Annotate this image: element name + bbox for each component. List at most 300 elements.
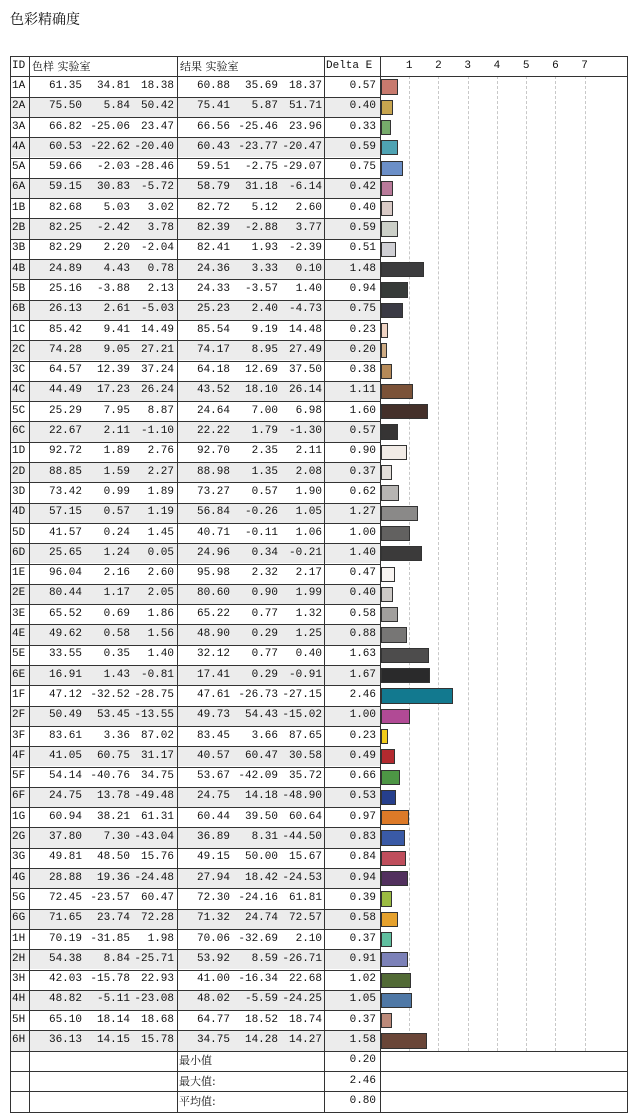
column-rule — [177, 56, 178, 1112]
sample-lab-value: 7.30 — [103, 831, 130, 844]
delta-e-bar — [381, 627, 407, 642]
result-lab-value: 71.32 — [196, 912, 230, 925]
sample-lab-value: 2.76 — [147, 445, 174, 458]
sample-lab-value: 31.17 — [140, 749, 174, 762]
result-lab-value: 1.06 — [295, 526, 322, 539]
delta-e-bar — [381, 770, 400, 785]
sample-lab-value: 1.56 — [147, 628, 174, 641]
result-lab-value: 24.74 — [244, 912, 278, 925]
result-lab-value: -48.90 — [282, 790, 322, 803]
sample-lab-value: 2.27 — [147, 465, 174, 478]
sample-lab-value: 82.68 — [48, 201, 82, 214]
row-id: 2D — [12, 465, 26, 478]
delta-e-bar — [381, 830, 405, 845]
delta-e-value: 0.91 — [349, 952, 376, 965]
delta-e-bar — [381, 567, 395, 582]
delta-e-value: 0.75 — [349, 161, 376, 174]
page-title: 色彩精确度 — [10, 12, 80, 28]
sample-lab-value: 18.14 — [96, 1013, 130, 1026]
sample-lab-value: 3.36 — [103, 729, 130, 742]
result-lab-value: 2.11 — [295, 445, 322, 458]
delta-e-bar — [381, 688, 453, 703]
row-id: 4G — [12, 871, 26, 884]
delta-e-bar — [381, 201, 393, 216]
sample-lab-value: -15.78 — [90, 973, 130, 986]
sample-lab-value: 5.03 — [103, 201, 130, 214]
sample-lab-value: 57.15 — [48, 506, 82, 519]
sample-lab-value: 28.88 — [48, 871, 82, 884]
result-lab-value: -44.50 — [282, 831, 322, 844]
row-id: 4E — [12, 628, 26, 641]
grid-line — [409, 76, 410, 1050]
row-rule — [10, 1051, 628, 1052]
sample-lab-value: 64.57 — [48, 364, 82, 377]
delta-e-value: 0.57 — [349, 425, 376, 438]
row-id: 6D — [12, 546, 26, 559]
sample-lab-value: 41.57 — [48, 526, 82, 539]
delta-e-bar — [381, 221, 398, 236]
row-id: 4B — [12, 262, 26, 275]
sample-lab-value: 60.75 — [96, 749, 130, 762]
result-lab-value: 8.95 — [251, 343, 278, 356]
sample-lab-value: 0.69 — [103, 607, 130, 620]
summary-label: 平均值: — [179, 1094, 216, 1108]
result-lab-value: -2.75 — [244, 161, 278, 174]
result-lab-value: 18.74 — [288, 1013, 322, 1026]
result-lab-value: -4.73 — [288, 303, 322, 316]
x-tick-label: 2 — [435, 59, 442, 72]
sample-lab-value: 41.05 — [48, 749, 82, 762]
sample-lab-value: 1.40 — [147, 648, 174, 661]
sample-lab-value: 70.19 — [48, 932, 82, 945]
result-lab-value: -5.59 — [244, 993, 278, 1006]
row-rule — [10, 1091, 628, 1092]
result-lab-value: 24.33 — [196, 282, 230, 295]
result-lab-value: 60.64 — [288, 810, 322, 823]
result-lab-value: 40.71 — [196, 526, 230, 539]
delta-e-bar — [381, 506, 418, 521]
sample-lab-value: 25.65 — [48, 546, 82, 559]
delta-e-bar — [381, 364, 392, 379]
result-lab-value: 0.77 — [251, 607, 278, 620]
sample-lab-value: 74.28 — [48, 343, 82, 356]
delta-e-bar — [381, 993, 412, 1008]
sample-lab-value: 2.20 — [103, 242, 130, 255]
row-id: 3C — [12, 364, 26, 377]
sample-lab-value: 53.45 — [96, 709, 130, 722]
sample-lab-value: 1.24 — [103, 546, 130, 559]
row-id: 4F — [12, 749, 26, 762]
result-lab-value: 48.90 — [196, 628, 230, 641]
row-id: 2C — [12, 343, 26, 356]
sample-lab-value: 12.39 — [96, 364, 130, 377]
delta-e-value: 0.75 — [349, 303, 376, 316]
result-lab-value: 72.57 — [288, 912, 322, 925]
delta-e-value: 0.66 — [349, 770, 376, 783]
result-lab-value: 58.79 — [196, 181, 230, 194]
sample-lab-value: -1.10 — [140, 425, 174, 438]
row-id: 1C — [12, 323, 26, 336]
result-lab-value: 3.66 — [251, 729, 278, 742]
delta-e-value: 1.00 — [349, 709, 376, 722]
sample-lab-value: 33.55 — [48, 648, 82, 661]
sample-lab-value: 65.10 — [48, 1013, 82, 1026]
sample-lab-value: 85.42 — [48, 323, 82, 336]
header-id: ID — [12, 59, 26, 72]
result-lab-value: 53.92 — [196, 952, 230, 965]
sample-lab-value: 0.24 — [103, 526, 130, 539]
row-rule — [10, 1112, 628, 1113]
row-id: 1G — [12, 810, 26, 823]
delta-e-bar — [381, 140, 398, 155]
result-lab-value: 1.93 — [251, 242, 278, 255]
sample-lab-value: 26.13 — [48, 303, 82, 316]
delta-e-bar — [381, 120, 391, 135]
result-lab-value: 82.39 — [196, 222, 230, 235]
sample-lab-value: 23.47 — [140, 120, 174, 133]
row-id: 3B — [12, 242, 26, 255]
result-lab-value: -0.21 — [288, 546, 322, 559]
sample-lab-value: -2.03 — [96, 161, 130, 174]
delta-e-value: 1.63 — [349, 648, 376, 661]
result-lab-value: -20.47 — [282, 140, 322, 153]
sample-lab-value: 14.49 — [140, 323, 174, 336]
delta-e-value: 0.62 — [349, 485, 376, 498]
sample-lab-value: 60.94 — [48, 810, 82, 823]
result-lab-value: 95.98 — [196, 567, 230, 580]
row-id: 3A — [12, 120, 26, 133]
delta-e-bar — [381, 485, 399, 500]
x-tick-label: 1 — [405, 59, 413, 72]
result-lab-value: 2.08 — [295, 465, 322, 478]
row-id: 6E — [12, 668, 26, 681]
row-id: 2E — [12, 587, 26, 600]
sample-lab-value: 7.95 — [103, 404, 130, 417]
sample-lab-value: 37.80 — [48, 831, 82, 844]
delta-e-value: 0.20 — [349, 343, 376, 356]
result-lab-value: 0.40 — [295, 648, 322, 661]
result-lab-value: -26.73 — [238, 688, 278, 701]
row-id: 5E — [12, 648, 26, 661]
result-lab-value: -23.77 — [238, 140, 278, 153]
result-lab-value: 24.36 — [196, 262, 230, 275]
sample-lab-value: 30.83 — [96, 181, 130, 194]
delta-e-bar — [381, 445, 407, 460]
grid-line — [468, 76, 469, 1050]
result-lab-value: 0.77 — [251, 648, 278, 661]
result-lab-value: 27.49 — [288, 343, 322, 356]
row-id: 6G — [12, 912, 26, 925]
delta-e-value: 0.51 — [349, 242, 376, 255]
result-lab-value: 80.60 — [196, 587, 230, 600]
sample-lab-value: 54.14 — [48, 770, 82, 783]
sample-lab-value: -5.11 — [96, 993, 130, 1006]
result-lab-value: 17.41 — [196, 668, 230, 681]
summary-value: 0.20 — [349, 1054, 376, 1067]
result-lab-value: -0.11 — [244, 526, 278, 539]
x-tick-label: 3 — [464, 59, 471, 72]
sample-lab-value: -23.57 — [90, 891, 130, 904]
row-id: 1H — [12, 932, 26, 945]
delta-e-bar — [381, 648, 429, 663]
result-lab-value: 31.18 — [244, 181, 278, 194]
result-lab-value: -15.02 — [282, 709, 322, 722]
sample-lab-value: -2.42 — [96, 222, 130, 235]
sample-lab-value: 13.78 — [96, 790, 130, 803]
sample-lab-value: -0.81 — [140, 668, 174, 681]
delta-e-bar — [381, 303, 403, 318]
result-lab-value: 34.75 — [196, 1034, 230, 1047]
delta-e-value: 0.49 — [349, 749, 376, 762]
result-lab-value: -26.71 — [282, 952, 322, 965]
header-result: 结果 实验室 — [180, 59, 239, 73]
result-lab-value: 0.34 — [251, 546, 278, 559]
sample-lab-value: -31.85 — [90, 932, 130, 945]
delta-e-bar — [381, 181, 393, 196]
row-id: 5H — [12, 1013, 26, 1026]
result-lab-value: 60.43 — [196, 140, 230, 153]
delta-e-value: 0.23 — [349, 323, 376, 336]
column-rule — [10, 56, 11, 1112]
delta-e-bar — [381, 891, 392, 906]
delta-e-bar — [381, 282, 408, 297]
result-lab-value: 60.47 — [244, 749, 278, 762]
delta-e-bar — [381, 871, 408, 886]
delta-e-bar — [381, 404, 428, 419]
result-lab-value: 18.37 — [288, 79, 322, 92]
sample-lab-value: -2.04 — [140, 242, 174, 255]
result-lab-value: 2.32 — [251, 567, 278, 580]
sample-lab-value: 14.15 — [96, 1034, 130, 1047]
sample-lab-value: 48.50 — [96, 851, 130, 864]
column-rule — [324, 56, 325, 1112]
sample-lab-value: 2.16 — [103, 567, 130, 580]
row-id: 2F — [12, 709, 26, 722]
delta-e-bar — [381, 729, 388, 744]
sample-lab-value: 73.42 — [48, 485, 82, 498]
result-lab-value: -24.25 — [282, 993, 322, 1006]
delta-e-bar — [381, 546, 422, 561]
sample-lab-value: 60.47 — [140, 891, 174, 904]
result-lab-value: 8.59 — [251, 952, 278, 965]
sample-lab-value: 15.76 — [140, 851, 174, 864]
sample-lab-value: 50.49 — [48, 709, 82, 722]
sample-lab-value: -25.71 — [134, 952, 174, 965]
sample-lab-value: -32.52 — [90, 688, 130, 701]
result-lab-value: -24.16 — [238, 891, 278, 904]
delta-e-bar — [381, 465, 392, 480]
result-lab-value: 88.98 — [196, 465, 230, 478]
delta-e-value: 1.11 — [349, 384, 376, 397]
result-lab-value: -27.15 — [282, 688, 322, 701]
sample-lab-value: 8.87 — [147, 404, 174, 417]
result-lab-value: -0.91 — [288, 668, 322, 681]
result-lab-value: 1.25 — [295, 628, 322, 641]
sample-lab-value: 83.61 — [48, 729, 82, 742]
sample-lab-value: 72.45 — [48, 891, 82, 904]
result-lab-value: 1.79 — [251, 425, 278, 438]
result-lab-value: 8.31 — [251, 831, 278, 844]
delta-e-value: 1.60 — [349, 404, 376, 417]
delta-e-bar — [381, 790, 396, 805]
result-lab-value: 47.61 — [196, 688, 230, 701]
delta-e-value: 0.39 — [349, 891, 376, 904]
row-id: 6B — [12, 303, 26, 316]
row-rule — [10, 56, 628, 57]
delta-e-value: 0.37 — [349, 465, 376, 478]
sample-lab-value: 0.58 — [103, 628, 130, 641]
summary-label: 最大值: — [179, 1074, 216, 1088]
sample-lab-value: 2.05 — [147, 587, 174, 600]
sample-lab-value: 1.45 — [147, 526, 174, 539]
delta-e-value: 1.58 — [349, 1034, 376, 1047]
result-lab-value: 14.18 — [244, 790, 278, 803]
sample-lab-value: -49.48 — [134, 790, 174, 803]
result-lab-value: 49.73 — [196, 709, 230, 722]
delta-e-bar — [381, 323, 388, 338]
sample-lab-value: 82.25 — [48, 222, 82, 235]
delta-e-value: 0.58 — [349, 912, 376, 925]
result-lab-value: 64.18 — [196, 364, 230, 377]
delta-e-value: 0.40 — [349, 100, 376, 113]
sample-lab-value: 42.03 — [48, 973, 82, 986]
row-id: 2B — [12, 222, 26, 235]
sample-lab-value: 27.21 — [140, 343, 174, 356]
result-lab-value: 2.10 — [295, 932, 322, 945]
result-lab-value: 24.96 — [196, 546, 230, 559]
result-lab-value: 9.19 — [251, 323, 278, 336]
sample-lab-value: 23.74 — [96, 912, 130, 925]
result-lab-value: 36.89 — [196, 831, 230, 844]
sample-lab-value: -28.46 — [134, 161, 174, 174]
result-lab-value: -0.26 — [244, 506, 278, 519]
result-lab-value: -32.69 — [238, 932, 278, 945]
delta-e-bar — [381, 851, 406, 866]
row-id: 3G — [12, 851, 26, 864]
delta-e-value: 0.23 — [349, 729, 376, 742]
result-lab-value: 75.41 — [196, 100, 230, 113]
sample-lab-value: 8.84 — [103, 952, 130, 965]
delta-e-value: 0.40 — [349, 201, 376, 214]
sample-lab-value: 60.53 — [48, 140, 82, 153]
delta-e-bar — [381, 912, 398, 927]
sample-lab-value: -20.40 — [134, 140, 174, 153]
sample-lab-value: -3.88 — [96, 282, 130, 295]
sample-lab-value: 50.42 — [140, 100, 174, 113]
result-lab-value: 0.10 — [295, 262, 322, 275]
sample-lab-value: 3.02 — [147, 201, 174, 214]
result-lab-value: 50.00 — [244, 851, 278, 864]
result-lab-value: -6.14 — [288, 181, 322, 194]
row-id: 1D — [12, 445, 26, 458]
result-lab-value: 41.00 — [196, 973, 230, 986]
sample-lab-value: 4.43 — [103, 262, 130, 275]
sample-lab-value: 37.24 — [140, 364, 174, 377]
row-id: 3D — [12, 485, 26, 498]
sample-lab-value: 18.38 — [140, 79, 174, 92]
result-lab-value: 92.70 — [196, 445, 230, 458]
sample-lab-value: 25.16 — [48, 282, 82, 295]
result-lab-value: 82.41 — [196, 242, 230, 255]
grid-line — [497, 76, 498, 1050]
row-id: 6C — [12, 425, 26, 438]
result-lab-value: 39.50 — [244, 810, 278, 823]
sample-lab-value: -24.48 — [134, 871, 174, 884]
delta-e-value: 1.48 — [349, 262, 376, 275]
row-id: 5A — [12, 161, 26, 174]
sample-lab-value: 66.82 — [48, 120, 82, 133]
row-id: 2H — [12, 952, 26, 965]
result-lab-value: 73.27 — [196, 485, 230, 498]
sample-lab-value: 25.29 — [48, 404, 82, 417]
delta-e-value: 1.67 — [349, 668, 376, 681]
delta-e-value: 0.88 — [349, 628, 376, 641]
delta-e-bar — [381, 749, 395, 764]
result-lab-value: 3.77 — [295, 222, 322, 235]
column-rule — [627, 56, 628, 1112]
result-lab-value: 5.12 — [251, 201, 278, 214]
sample-lab-value: 48.82 — [48, 993, 82, 1006]
sample-lab-value: 34.75 — [140, 770, 174, 783]
sample-lab-value: 18.68 — [140, 1013, 174, 1026]
delta-e-bar — [381, 952, 408, 967]
x-tick-label: 6 — [552, 59, 559, 72]
result-lab-value: 2.17 — [295, 567, 322, 580]
result-lab-value: -2.39 — [288, 242, 322, 255]
row-id: 5C — [12, 404, 26, 417]
sample-lab-value: 87.02 — [140, 729, 174, 742]
delta-e-value: 0.83 — [349, 831, 376, 844]
delta-e-value: 1.05 — [349, 993, 376, 1006]
row-id: 4H — [12, 993, 26, 1006]
sample-lab-value: 1.43 — [103, 668, 130, 681]
delta-e-bar — [381, 79, 398, 94]
sample-lab-value: 44.49 — [48, 384, 82, 397]
sample-lab-value: 92.72 — [48, 445, 82, 458]
grid-line — [526, 76, 527, 1050]
delta-e-value: 1.40 — [349, 546, 376, 559]
row-id: 4D — [12, 506, 26, 519]
result-lab-value: 2.40 — [251, 303, 278, 316]
color-accuracy-table — [10, 56, 628, 1113]
delta-e-value: 0.94 — [349, 282, 376, 295]
delta-e-value: 0.94 — [349, 871, 376, 884]
result-lab-value: 12.69 — [244, 364, 278, 377]
result-lab-value: 30.58 — [288, 749, 322, 762]
result-lab-value: 43.52 — [196, 384, 230, 397]
result-lab-value: 40.57 — [196, 749, 230, 762]
result-lab-value: 1.35 — [251, 465, 278, 478]
result-lab-value: -42.09 — [238, 770, 278, 783]
delta-e-value: 0.53 — [349, 790, 376, 803]
delta-e-value: 0.38 — [349, 364, 376, 377]
summary-value: 2.46 — [349, 1074, 376, 1087]
result-lab-value: 83.45 — [196, 729, 230, 742]
result-lab-value: 18.42 — [244, 871, 278, 884]
sample-lab-value: 3.78 — [147, 222, 174, 235]
result-lab-value: 24.75 — [196, 790, 230, 803]
result-lab-value: 35.69 — [244, 79, 278, 92]
row-id: 5G — [12, 891, 26, 904]
x-tick-label: 7 — [581, 59, 588, 72]
row-id: 4C — [12, 384, 26, 397]
sample-lab-value: 24.89 — [48, 262, 82, 275]
sample-lab-value: 59.15 — [48, 181, 82, 194]
result-lab-value: 2.35 — [251, 445, 278, 458]
header-sample: 色样 实验室 — [32, 59, 91, 73]
sample-lab-value: 2.60 — [147, 567, 174, 580]
sample-lab-value: 9.41 — [103, 323, 130, 336]
